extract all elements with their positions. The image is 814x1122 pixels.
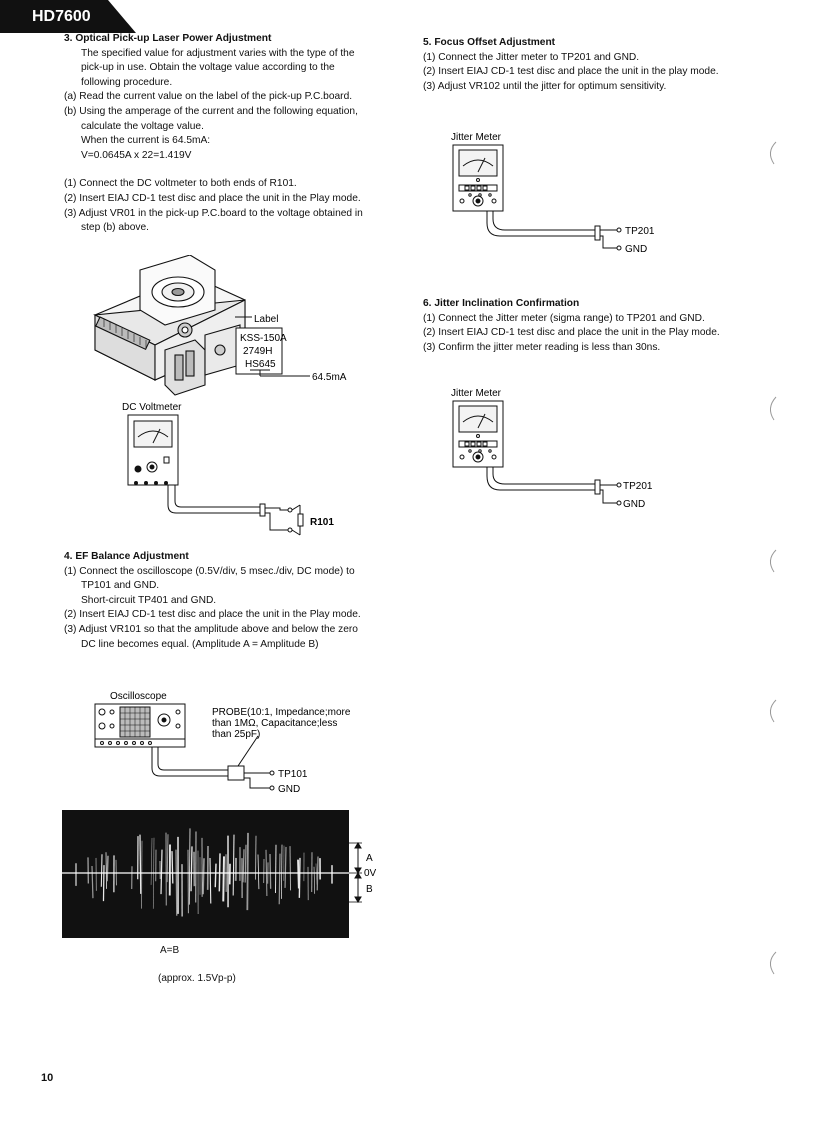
approx-label: (approx. 1.5Vp-p) <box>158 973 236 984</box>
jitter-meter-diagram-2 <box>445 384 685 519</box>
oscilloscope-label: Oscilloscope <box>110 691 167 702</box>
section-5 <box>423 36 733 94</box>
section-3-step-3: (3) Adjust VR01 in the pick-up P.C.board to the voltage obtained in step (b) above. <box>64 207 363 234</box>
gnd-label-scope: GND <box>278 784 301 795</box>
waveform-stroke <box>203 858 204 894</box>
model-tab <box>0 0 136 33</box>
gnd-label-2: GND <box>623 499 646 510</box>
section-3-title: 3. Optical Pick-up Laser Power Adjustment <box>64 33 272 44</box>
waveform-stroke <box>298 860 299 889</box>
waveform-stroke <box>279 854 280 905</box>
tp201-label-1: TP201 <box>625 226 655 237</box>
waveform-stroke <box>223 856 224 901</box>
jitter-meter-diagram-1 <box>445 128 685 263</box>
waveform-stroke <box>299 858 300 898</box>
pickup-mechanism-icon <box>95 255 245 395</box>
binding-hole-marks <box>762 140 792 980</box>
section-4-title: 4. EF Balance Adjustment <box>64 551 189 562</box>
tp101-label: TP101 <box>278 769 308 780</box>
waveform-stroke <box>107 856 108 882</box>
section-4-step-3: (3) Adjust VR101 so that the amplitude above and below the zero DC line becomes equal. (Amplitude A = Amplitude B) <box>64 623 358 650</box>
jitter-meter-label-2: Jitter Meter <box>451 388 502 399</box>
waveform-stroke <box>245 845 246 883</box>
section-4-step-1: (1) Connect the oscilloscope (0.5V/div, 5 msec./div, DC mode) to TP101 and GND. <box>64 565 355 592</box>
probe-note-line2: than 1MΩ, Capacitance;less <box>212 718 338 729</box>
model-name: HD7600 <box>32 8 91 25</box>
section-5-step-2: (2) Insert EIAJ CD-1 test disc and place the unit in the play mode. <box>423 66 719 78</box>
section-3-step-1: (1) Connect the DC voltmeter to both ends of R101. <box>64 178 297 190</box>
section-3-intro: The specified value for adjustment varies with the type of the pick-up in use. Obtain the voltage value according to the following procedure. <box>81 47 355 88</box>
waveform-stroke <box>219 853 220 891</box>
section-6-step-3: (3) Confirm the jitter meter reading is less than 30ns. <box>423 341 661 353</box>
amplitude-a-label: A <box>366 853 373 864</box>
section-3-example-1: When the current is 64.5mA: <box>81 135 211 147</box>
section-3-step-b: (b) Using the amperage of the current and the following equation, calculate the voltage value. <box>64 105 358 132</box>
waveform-stroke <box>101 854 102 886</box>
section-3-example-2: V=0.0645A x 22=1.419V <box>81 149 192 161</box>
dc-voltmeter-icon <box>128 415 178 485</box>
oscilloscope-icon <box>95 704 185 747</box>
section-6-title: 6. Jitter Inclination Confirmation <box>423 298 580 309</box>
page-number: 10 <box>41 1072 54 1084</box>
waveform-stroke <box>270 854 271 889</box>
section-6-step-1: (1) Connect the Jitter meter (sigma range) to TP201 and GND. <box>423 312 705 324</box>
label-code: 2749H <box>243 346 273 357</box>
probe-note-line1: PROBE(10:1, Impedance;more <box>212 707 351 718</box>
amplitude-arrows <box>355 843 361 902</box>
test-lead-cable <box>168 485 303 535</box>
jitter-cable-2 <box>487 467 621 505</box>
zero-volt-label: 0V <box>364 868 377 879</box>
oscilloscope-diagram <box>90 688 380 798</box>
section-6-step-2: (2) Insert EIAJ CD-1 test disc and place the unit in the Play mode. <box>423 327 720 339</box>
waveform-stroke <box>172 851 173 883</box>
waveform-stroke <box>103 865 104 901</box>
waveform-screen <box>62 810 349 938</box>
probe-note <box>212 707 353 740</box>
pickup-voltmeter-diagram <box>80 255 390 555</box>
section-5-step-1: (1) Connect the Jitter meter to TP201 and GND. <box>423 51 640 63</box>
waveform-stroke <box>215 864 216 888</box>
waveform-stroke <box>210 858 211 904</box>
section-4-step-2: (2) Insert EIAJ CD-1 test disc and place the unit in the Play mode. <box>64 609 361 621</box>
section-3 <box>64 32 369 236</box>
gnd-label-1: GND <box>625 244 648 255</box>
waveform-stroke <box>140 835 141 894</box>
jitter-cable-1 <box>487 211 621 250</box>
section-5-title: 5. Focus Offset Adjustment <box>423 37 556 48</box>
jitter-meter-icon-1 <box>453 145 503 211</box>
waveform-stroke <box>247 833 248 910</box>
jitter-meter-icon-2 <box>453 401 503 467</box>
section-3-step-2: (2) Insert EIAJ CD-1 test disc and place the unit in the Play mode. <box>64 192 361 204</box>
label-callout: Label <box>254 314 279 325</box>
probe-note-line3: than 25pF) <box>212 729 261 740</box>
section-4-step-1b: Short-circuit TP401 and GND. <box>81 594 217 606</box>
waveform-stroke <box>176 850 177 916</box>
ef-waveform-diagram <box>62 810 392 950</box>
current-callout: 64.5mA <box>312 372 347 383</box>
equation-label: A=B <box>160 945 180 956</box>
section-3-step-a: (a) Read the current value on the label of the pick-up P.C.board. <box>64 91 353 103</box>
r101-label: R101 <box>310 517 334 528</box>
waveform-stroke <box>106 852 107 889</box>
label-current-code: HS645 <box>245 359 276 370</box>
dc-voltmeter-label: DC Voltmeter <box>122 402 182 413</box>
section-4 <box>64 550 364 652</box>
jitter-meter-label-1: Jitter Meter <box>451 132 502 143</box>
tp201-label-2: TP201 <box>623 481 653 492</box>
section-6 <box>423 297 733 355</box>
section-5-step-3: (3) Adjust VR102 until the jitter for optimum sensitivity. <box>423 80 667 92</box>
label-model: KSS-150A <box>240 333 287 344</box>
amplitude-b-label: B <box>366 884 373 895</box>
